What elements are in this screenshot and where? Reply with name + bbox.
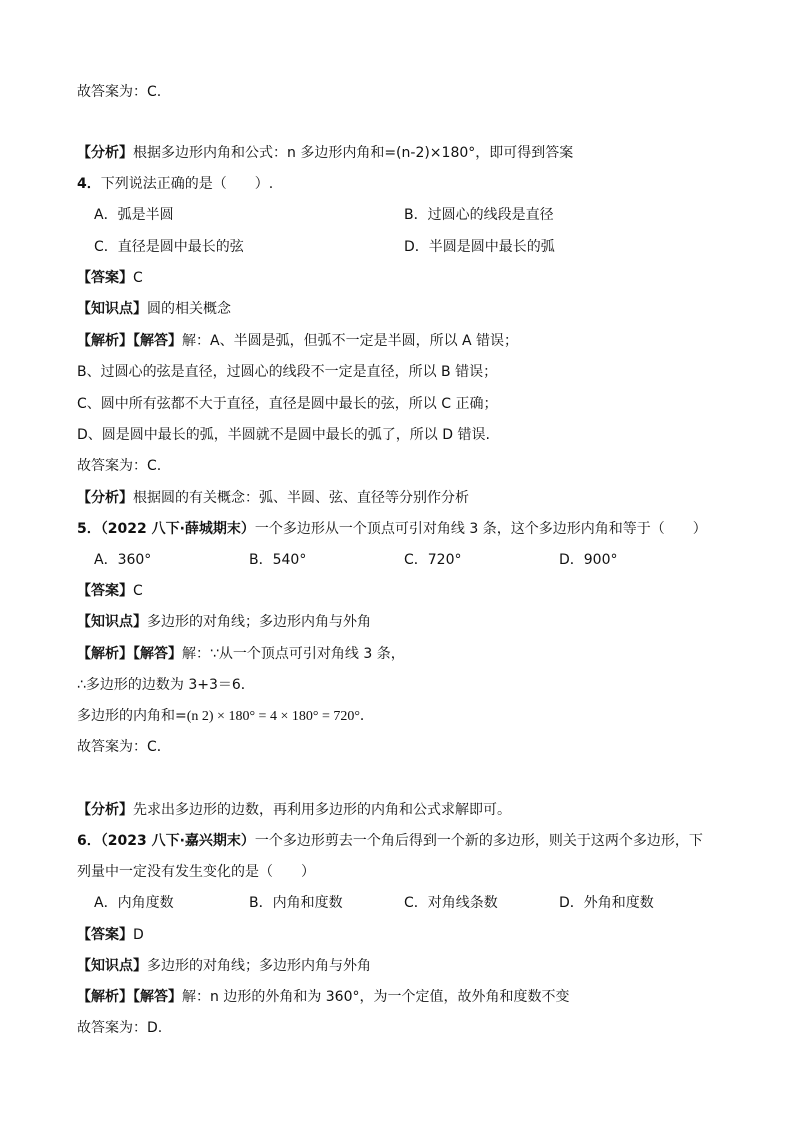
question-number: 5． <box>77 521 101 537</box>
q4-option-b: B．过圆心的线段是直径 <box>404 207 554 223</box>
answer-tag: 【答案】 <box>77 927 133 943</box>
q6-knowledge-line <box>77 956 371 976</box>
q5-knowledge-line <box>77 612 371 632</box>
q4-option-d: D．半圆是圆中最长的弧 <box>404 239 555 255</box>
q5-solution-line-3 <box>77 706 374 727</box>
solution-text: 解：A、半圆是弧，但弧不一定是半圆，所以 A 错误； <box>182 333 519 349</box>
answer-tag: 【答案】 <box>77 270 133 286</box>
solution-text: 解：∵从一个顶点可引对角线 3 条， <box>182 646 405 662</box>
q4-knowledge-line <box>77 299 231 319</box>
question-6-stem <box>77 831 703 851</box>
question-number: 6． <box>77 833 101 849</box>
knowledge-tag: 【知识点】 <box>77 614 147 630</box>
question-text: 下列说法正确的是（ ）. <box>100 176 274 192</box>
q5-answer-line <box>77 581 143 601</box>
question-6-stem-line-2: 列量中一定没有发生变化的是（ ） <box>77 864 315 880</box>
q4-analysis-line <box>77 488 469 508</box>
answer-conclusion: 故答案为：C. <box>77 84 162 100</box>
knowledge-text: 多边形的对角线；多边形内角与外角 <box>147 958 371 974</box>
q4-solution-line-3: C、圆中所有弦都不大于直径，直径是圆中最长的弦，所以 C 正确； <box>77 396 498 412</box>
q5-solution-line-1 <box>77 644 405 664</box>
answer-value: C <box>133 583 143 599</box>
q6-option-a: A．内角度数 <box>94 895 174 911</box>
question-4-stem <box>77 174 273 194</box>
q4-solution-line-4: D、圆是圆中最长的弧，半圆就不是圆中最长的弧了，所以 D 错误. <box>77 427 490 443</box>
q4-solution-line-1 <box>77 331 518 351</box>
q5-analysis-line <box>77 800 511 820</box>
answer-value: C <box>133 270 143 286</box>
solution-tag: 【解析】【解答】 <box>77 646 182 662</box>
q5-option-c: C．720° <box>404 552 462 568</box>
q6-conclusion: 故答案为：D. <box>77 1020 163 1036</box>
analysis-tag: 【分析】 <box>77 490 133 506</box>
q5-solution-line-2: ∴多边形的边数为 3+3＝6． <box>77 677 255 693</box>
question-5-stem <box>77 519 707 539</box>
question-source: （2023 八下·嘉兴期末） <box>100 833 255 849</box>
analysis-tag: 【分析】 <box>77 802 133 818</box>
knowledge-text: 圆的相关概念 <box>147 301 231 317</box>
analysis-text: 先求出多边形的边数，再利用多边形的内角和公式求解即可。 <box>133 802 511 818</box>
q4-conclusion: 故答案为：C. <box>77 458 162 474</box>
q5-option-d: D．900° <box>559 552 618 568</box>
q4-answer-line <box>77 268 143 288</box>
q6-option-c: C．对角线条数 <box>404 895 498 911</box>
analysis-line <box>77 143 573 163</box>
knowledge-tag: 【知识点】 <box>77 301 147 317</box>
answer-tag: 【答案】 <box>77 583 133 599</box>
q5-conclusion: 故答案为：C． <box>77 739 171 755</box>
analysis-text: 根据多边形内角和公式：n 多边形内角和=(n-2)×180°，即可得到答案 <box>133 145 574 161</box>
knowledge-tag: 【知识点】 <box>77 958 147 974</box>
answer-value: D <box>133 927 144 943</box>
question-number: 4． <box>77 176 101 192</box>
q5-option-b: B．540° <box>249 552 307 568</box>
q6-option-d: D．外角和度数 <box>559 895 654 911</box>
knowledge-text: 多边形的对角线；多边形内角与外角 <box>147 614 371 630</box>
formula: (n 2) × 180° = 4 × 180° = 720°． <box>186 709 374 724</box>
question-text: 一个多边形剪去一个角后得到一个新的多边形，则关于这两个多边形，下 <box>254 833 703 849</box>
formula-prefix: 多边形的内角和= <box>77 708 187 724</box>
analysis-tag: 【分析】 <box>77 145 133 161</box>
solution-text: 解：n 边形的外角和为 360°，为一个定值，故外角和度数不变 <box>182 989 570 1005</box>
q6-answer-line <box>77 925 144 945</box>
analysis-text: 根据圆的有关概念：弧、半圆、弦、直径等分别作分析 <box>133 490 469 506</box>
q4-option-c: C．直径是圆中最长的弦 <box>94 239 244 255</box>
q6-option-b: B．内角和度数 <box>249 895 343 911</box>
q6-solution-line-1 <box>77 987 570 1007</box>
question-text: 一个多边形从一个顶点可引对角线 3 条，这个多边形内角和等于（ ） <box>254 521 707 537</box>
q4-solution-line-2: B、过圆心的弦是直径，过圆心的线段不一定是直径，所以 B 错误； <box>77 364 498 380</box>
q5-option-a: A．360° <box>94 552 152 568</box>
q4-option-a: A．弧是半圆 <box>94 207 174 223</box>
solution-tag: 【解析】【解答】 <box>77 989 182 1005</box>
solution-tag: 【解析】【解答】 <box>77 333 182 349</box>
question-source: （2022 八下·薛城期末） <box>100 521 255 537</box>
